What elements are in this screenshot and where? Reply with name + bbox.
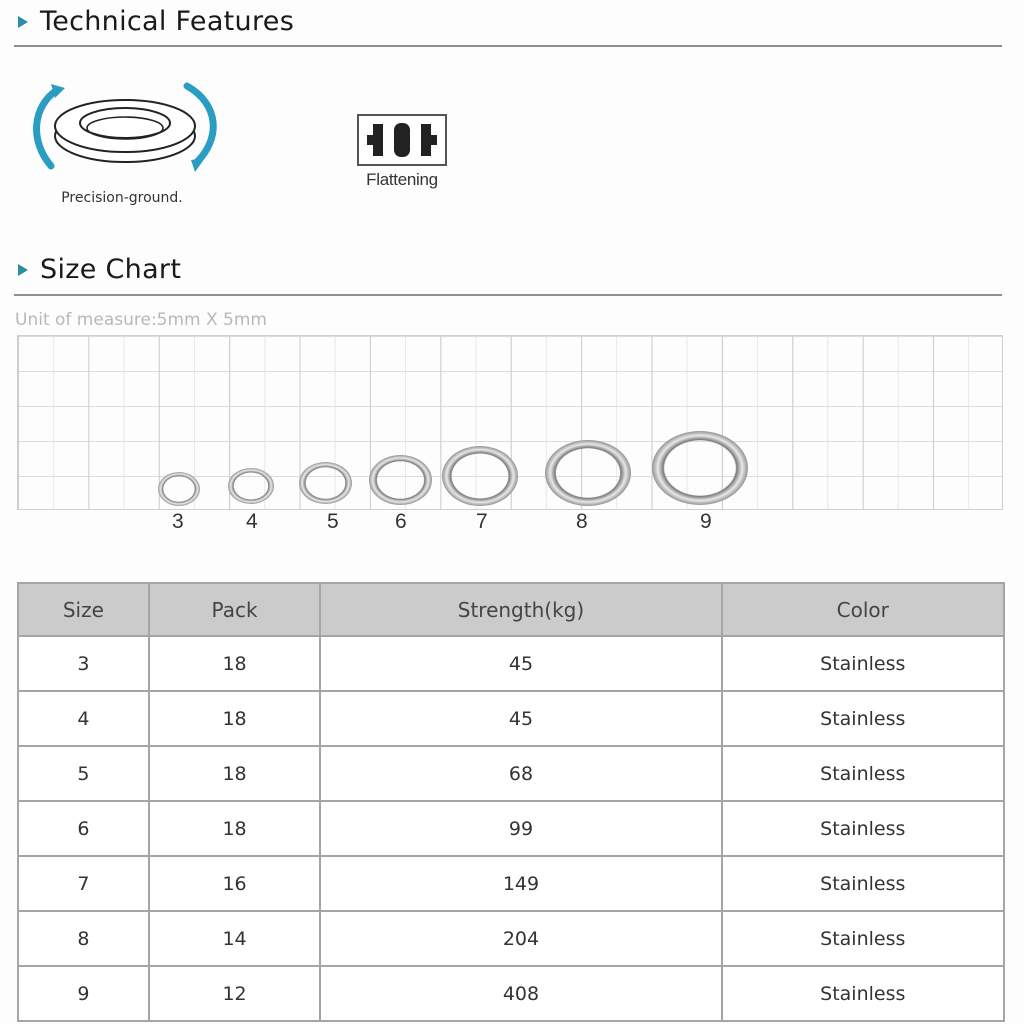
rotating-ring-icon	[25, 78, 225, 178]
table-row	[18, 911, 1004, 966]
ring-size-9	[652, 431, 748, 505]
size-chart-heading	[18, 254, 181, 285]
ring-label: 9	[700, 510, 712, 533]
ring-label: 6	[395, 510, 407, 533]
cell-color: Stainless	[722, 746, 1004, 801]
cell-strength: 149	[320, 856, 721, 911]
ring-label: 7	[476, 510, 488, 533]
cell-color: Stainless	[722, 966, 1004, 1021]
cell-color: Stainless	[722, 801, 1004, 856]
ring-size-5	[299, 462, 352, 504]
header-pack: Pack	[149, 583, 321, 636]
header-size: Size	[18, 583, 149, 636]
feature-label: Precision-ground.	[61, 190, 183, 206]
cell-strength: 45	[320, 691, 721, 746]
ring-image	[158, 472, 200, 506]
ring-image	[442, 446, 518, 506]
section-title: Technical Features	[40, 6, 295, 37]
cell-strength: 99	[320, 801, 721, 856]
ring-size-3	[158, 472, 200, 506]
cell-size: 8	[18, 911, 149, 966]
size-spec-table	[17, 582, 1005, 1022]
cell-pack: 12	[149, 966, 321, 1021]
table-row	[18, 856, 1004, 911]
cell-size: 6	[18, 801, 149, 856]
ring-label: 4	[246, 510, 258, 533]
triangle-bullet-icon	[18, 16, 28, 28]
ring-label: 8	[576, 510, 588, 533]
cell-pack: 18	[149, 691, 321, 746]
cell-color: Stainless	[722, 691, 1004, 746]
cell-size: 9	[18, 966, 149, 1021]
technical-features-heading	[18, 6, 294, 37]
table-row	[18, 691, 1004, 746]
cell-strength: 68	[320, 746, 721, 801]
header-strength: Strength(kg)	[320, 583, 721, 636]
cell-color: Stainless	[722, 856, 1004, 911]
ring-label: 5	[327, 510, 339, 533]
ring-image	[545, 440, 631, 506]
table-row	[18, 966, 1004, 1021]
feature-flattening	[352, 114, 452, 190]
table-row	[18, 801, 1004, 856]
ring-size-7	[442, 446, 518, 506]
cell-size: 3	[18, 636, 149, 691]
unit-of-measure-label: Unit of measure:5mm X 5mm	[15, 310, 267, 330]
header-color: Color	[722, 583, 1004, 636]
cell-size: 4	[18, 691, 149, 746]
cell-pack: 18	[149, 636, 321, 691]
cell-pack: 18	[149, 801, 321, 856]
ring-image	[299, 462, 352, 504]
ring-image	[652, 431, 748, 505]
section-divider	[14, 45, 1002, 47]
feature-label: Flattening	[366, 170, 438, 189]
feature-precision-ground	[20, 78, 230, 206]
cell-pack: 14	[149, 911, 321, 966]
ring-size-4	[228, 468, 274, 504]
ring-image	[369, 455, 432, 505]
flattening-icon	[357, 114, 447, 166]
table-row	[18, 746, 1004, 801]
cell-color: Stainless	[722, 636, 1004, 691]
cell-pack: 16	[149, 856, 321, 911]
cell-strength: 204	[320, 911, 721, 966]
cell-strength: 45	[320, 636, 721, 691]
table-header-row	[18, 583, 1004, 636]
cell-color: Stainless	[722, 911, 1004, 966]
ring-size-8	[545, 440, 631, 506]
section-title: Size Chart	[40, 254, 182, 285]
triangle-bullet-icon	[18, 264, 28, 276]
cell-pack: 18	[149, 746, 321, 801]
cell-size: 7	[18, 856, 149, 911]
cell-size: 5	[18, 746, 149, 801]
cell-strength: 408	[320, 966, 721, 1021]
table-row	[18, 636, 1004, 691]
ring-image	[228, 468, 274, 504]
ring-size-6	[369, 455, 432, 505]
section-divider	[14, 294, 1002, 296]
ring-label: 3	[172, 510, 184, 533]
